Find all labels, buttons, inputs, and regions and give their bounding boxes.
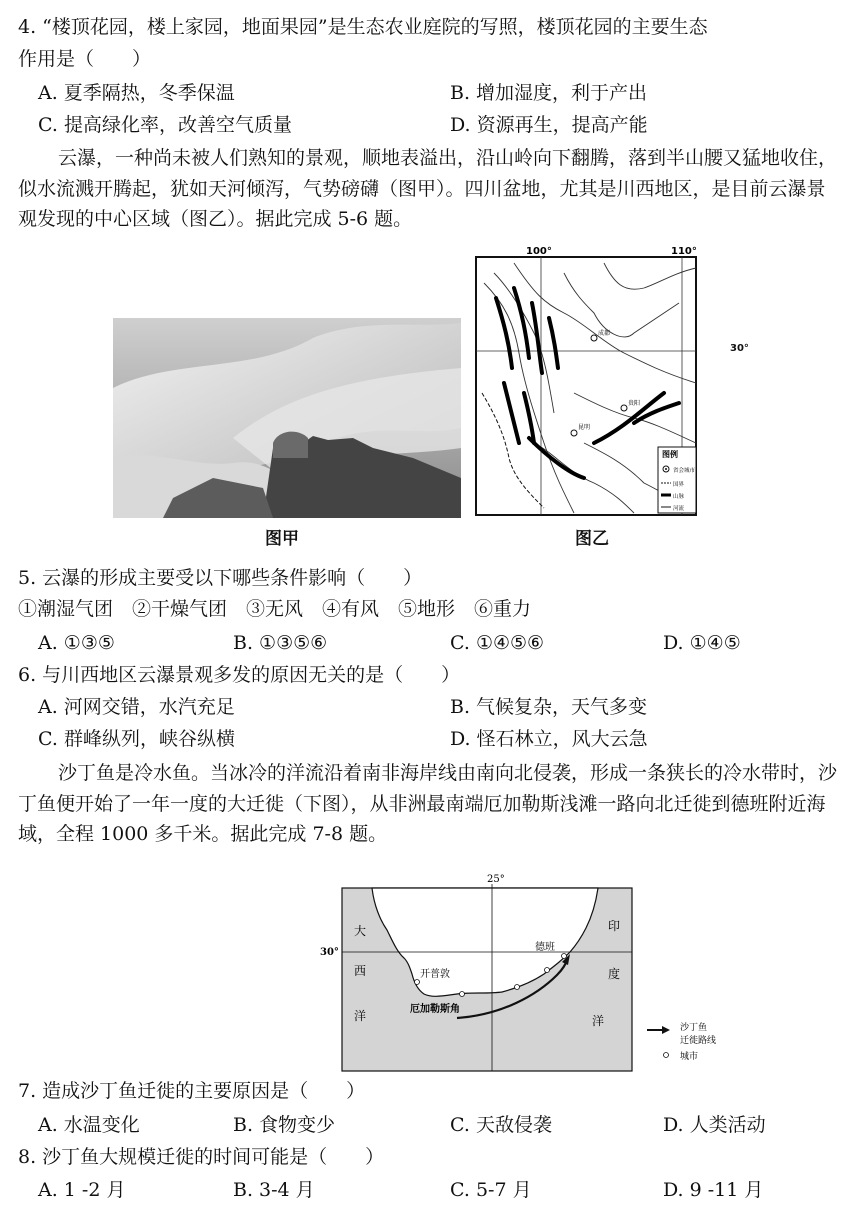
map-b-city-chengdu: 成都 <box>598 330 611 337</box>
q6-option-b: B. 气候复杂，天气多变 <box>450 696 648 718</box>
q5-conditions: ①潮湿气团 ②干燥气团 ③无风 ④有风 ⑤地形 ⑥重力 <box>18 598 532 620</box>
q6-option-c: C. 群峰纵列，峡谷纵横 <box>38 728 235 750</box>
q5-option-a: A. ①③⑤ <box>38 632 115 654</box>
map-b-legend-mountain: 山脉 <box>673 494 685 500</box>
q4-stem-line1: 4. “楼顶花园，楼上家园，地面果园”是生态农业庭院的写照，楼顶花园的主要生态 <box>18 16 708 38</box>
q7-option-c: C. 天敌侵袭 <box>450 1114 552 1136</box>
q4-stem-line2: 作用是（ ） <box>18 48 152 70</box>
q8-option-d: D. 9 -11 月 <box>663 1179 764 1201</box>
q6-option-a: A. 河网交错，水汽充足 <box>38 696 235 718</box>
map2-lon-label: 25° <box>487 874 505 885</box>
q8-option-b: B. 3-4 月 <box>233 1179 315 1201</box>
q7-option-a: A. 水温变化 <box>38 1114 140 1136</box>
map2-atlantic-2: 西 <box>354 964 367 978</box>
q8-stem: 8. 沙丁鱼大规模迁徙的时间可能是（ ） <box>18 1146 385 1168</box>
figure-a-caption: 图甲 <box>265 529 299 549</box>
map-b-legend-border: 国界 <box>673 482 685 488</box>
q5-option-b: B. ①③⑤⑥ <box>233 632 328 654</box>
map-b-legend-title: 图例 <box>662 450 678 459</box>
figure-b-caption: 图乙 <box>575 529 609 549</box>
map2-cape-town: 开普敦 <box>420 969 450 980</box>
q4-option-b: B. 增加湿度，利于产出 <box>450 82 648 104</box>
map2-legend <box>647 1021 716 1062</box>
map-b-city-kunming: 昆明 <box>578 424 591 431</box>
map2-atlantic-1: 大 <box>354 924 367 938</box>
q7-stem: 7. 造成沙丁鱼迁徙的主要原因是（ ） <box>18 1080 366 1102</box>
map2-indian-3: 洋 <box>592 1014 605 1028</box>
map-b-legend-river: 河流 <box>673 506 685 512</box>
q4-option-c: C. 提高绿化率，改善空气质量 <box>38 114 292 136</box>
q8-option-a: A. 1 -2 月 <box>38 1179 126 1201</box>
q8-option-c: C. 5-7 月 <box>450 1179 532 1201</box>
q4-option-d: D. 资源再生，提高产能 <box>450 114 648 136</box>
q7-option-b: B. 食物变少 <box>233 1114 336 1136</box>
map-b-legend <box>658 447 696 513</box>
map2-indian-1: 印 <box>608 919 621 933</box>
map2-indian-2: 度 <box>608 967 621 981</box>
q5-stem: 5. 云瀑的形成主要受以下哪些条件影响（ ） <box>18 567 423 589</box>
q5-option-c: C. ①④⑤⑥ <box>450 632 545 654</box>
figure-b-map <box>474 243 700 519</box>
map2-legend-route-1: 沙丁鱼 <box>680 1023 708 1033</box>
map2-lat-label: 30° <box>320 947 339 958</box>
map2-durban: 德班 <box>535 942 555 953</box>
map2-agulhas: 厄加勒斯角 <box>410 1004 460 1015</box>
q6-option-d: D. 怪石林立，风大云急 <box>450 728 648 750</box>
map-b-lon-100: 100° <box>526 246 552 257</box>
map-b-city-guiyang: 贵阳 <box>628 400 641 407</box>
q6-stem: 6. 与川西地区云瀑景观多发的原因无关的是（ ） <box>18 664 461 686</box>
map-b-lat-label: 30° <box>730 343 749 354</box>
map-b-legend-capital: 省会城市 <box>673 468 696 474</box>
figure-a-photo <box>113 318 461 518</box>
q4-option-a: A. 夏季隔热，冬季保温 <box>38 82 235 104</box>
map-b-lon-110: 110° <box>671 246 697 257</box>
q5-option-d: D. ①④⑤ <box>663 632 741 654</box>
map2-atlantic-3: 洋 <box>354 1009 367 1023</box>
passage-cloud-waterfall: 云瀑，一种尚未被人们熟知的景观，顺地表溢出，沿山岭向下翻腾，落到半山腰又猛地收住，似水流溅开腾起，犹如天河倾泻，气势磅礴（图甲）。四川盆地，尤其是川西地区，是目前云瀑景观发现的中心区域（图乙）。据此完成 5-6 题。 <box>18 147 838 230</box>
q7-option-d: D. 人类活动 <box>663 1114 766 1136</box>
map2-legend-route-2: 迁徙路线 <box>680 1036 717 1046</box>
sardine-map <box>312 870 732 1075</box>
map2-legend-city: 城市 <box>680 1052 699 1062</box>
passage-sardine: 沙丁鱼是冷水鱼。当冰冷的洋流沿着南非海岸线由南向北侵袭，形成一条狭长的冷水带时，沙丁鱼便开始了一年一度的大迁徙（下图），从非洲最南端厄加勒斯浅滩一路向北迁徙到德班附近海域，全程 1000 多千米。据此完成 7-8 题。 <box>18 762 838 845</box>
